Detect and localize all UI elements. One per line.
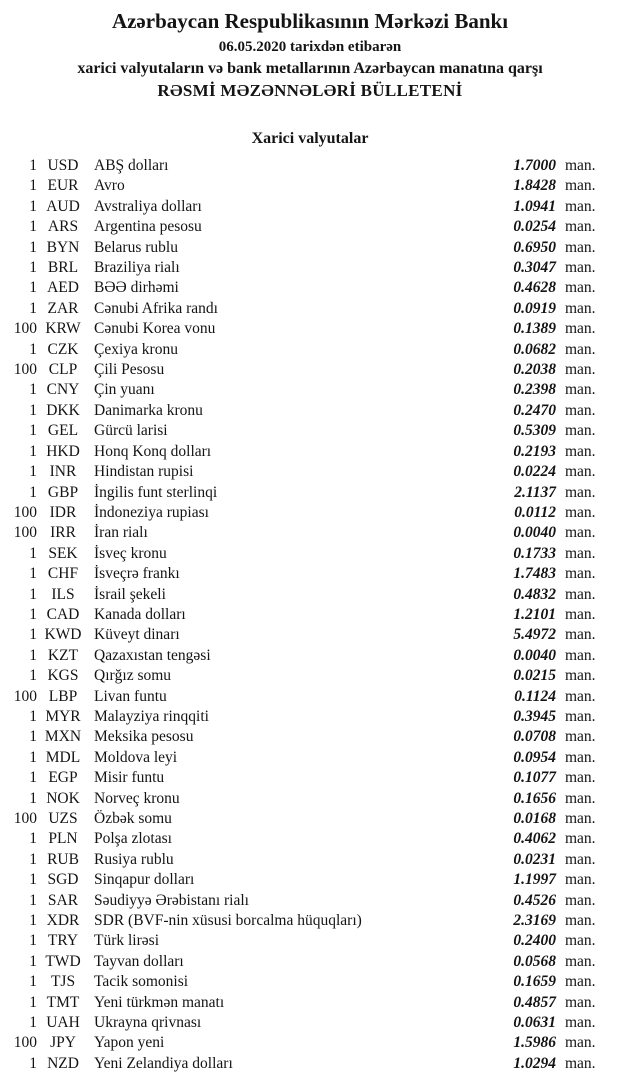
currency-unit-label: man.	[565, 238, 596, 256]
currency-code: RUB	[47, 850, 79, 868]
table-row	[0, 380, 602, 400]
currency-unit-label: man.	[565, 544, 596, 562]
currency-rate: 0.1733	[513, 544, 556, 562]
table-row	[0, 217, 602, 237]
currency-rate: 0.0708	[513, 728, 556, 746]
currency-code: EGP	[48, 769, 78, 787]
currency-code: SAR	[47, 891, 79, 909]
table-row	[0, 748, 602, 768]
currency-quantity: 1	[29, 279, 37, 297]
currency-quantity: 1	[29, 218, 37, 236]
currency-code: TRY	[47, 932, 79, 950]
currency-unit-label: man.	[565, 401, 596, 419]
currency-rate: 0.1656	[513, 789, 556, 807]
table-row	[0, 278, 602, 298]
currency-code: HKD	[46, 442, 80, 460]
currency-unit-label: man.	[565, 952, 596, 970]
currency-quantity: 1	[29, 952, 37, 970]
currency-name: Türk lirəsi	[94, 932, 159, 950]
currency-quantity: 1	[29, 748, 37, 766]
currency-code: SEK	[48, 544, 78, 562]
currency-quantity: 1	[29, 442, 37, 460]
currency-quantity: 1	[29, 830, 37, 848]
table-row	[0, 605, 602, 625]
currency-quantity: 1	[29, 299, 37, 317]
table-row	[0, 952, 602, 972]
currency-quantity: 100	[13, 810, 37, 827]
currency-rate: 0.0954	[513, 748, 556, 766]
currency-code: NZD	[47, 1054, 79, 1072]
currency-quantity: 1	[29, 973, 37, 991]
currency-unit-label: man.	[565, 993, 596, 1011]
currency-quantity: 100	[13, 320, 37, 338]
currency-name: İsveç kronu	[94, 544, 167, 562]
currency-code: NOK	[46, 789, 80, 807]
table-row	[0, 687, 602, 707]
currency-rate: 0.0631	[513, 1014, 556, 1032]
currency-name: İran rialı	[94, 524, 148, 542]
table-row	[0, 891, 602, 911]
currency-name: Çili Pesosu	[94, 361, 165, 379]
currency-unit-label: man.	[565, 1034, 596, 1052]
currency-name: Argentina pesosu	[94, 218, 202, 236]
currency-code: CZK	[47, 340, 79, 358]
currency-rate: 0.4857	[513, 993, 556, 1011]
currency-unit-label: man.	[565, 667, 596, 685]
currency-code: ARS	[47, 218, 79, 236]
currency-rate: 2.1137	[514, 483, 556, 501]
exchange-rates-table	[0, 156, 620, 1074]
currency-name: Cənubi Afrika randı	[94, 299, 218, 317]
currency-rate: 0.0919	[513, 299, 556, 317]
currency-quantity: 1	[29, 544, 37, 562]
currency-name: Küveyt dinarı	[94, 626, 180, 644]
currency-quantity: 1	[29, 912, 37, 930]
currency-name: Kanada dolları	[94, 605, 186, 623]
currency-code: MYR	[45, 707, 81, 725]
currency-code: ILS	[51, 585, 75, 603]
currency-quantity: 1	[29, 667, 37, 685]
table-row	[0, 421, 602, 441]
currency-code: DKK	[46, 401, 80, 419]
currency-unit-label: man.	[565, 789, 596, 807]
currency-code: USD	[47, 157, 79, 174]
table-row	[0, 523, 602, 543]
currency-name: Meksika pesosu	[94, 728, 194, 746]
currency-rate: 1.8428	[513, 177, 556, 195]
currency-code: IDR	[49, 503, 77, 521]
table-row	[0, 1054, 602, 1074]
currency-quantity: 1	[29, 1014, 37, 1032]
currency-rate: 0.0682	[513, 340, 556, 358]
currency-name: Səudiyyə Ərəbistanı rialı	[94, 891, 249, 909]
currency-rate: 0.1124	[514, 687, 556, 705]
currency-unit-label: man.	[565, 320, 596, 338]
currency-quantity: 1	[29, 1054, 37, 1072]
currency-code: CNY	[46, 381, 80, 399]
document-header	[0, 8, 620, 102]
currency-name: Çin yuanı	[94, 381, 155, 399]
currency-unit-label: man.	[565, 871, 596, 889]
currency-rate: 1.0294	[513, 1054, 556, 1072]
currency-name: Özbək somu	[94, 810, 172, 827]
currency-quantity: 1	[29, 157, 37, 174]
currency-rate: 0.4526	[513, 891, 556, 909]
currency-quantity: 1	[29, 401, 37, 419]
table-row	[0, 666, 602, 686]
currency-quantity: 1	[29, 850, 37, 868]
table-row	[0, 789, 602, 809]
table-row	[0, 442, 602, 462]
currency-code: EUR	[47, 177, 79, 195]
currency-code: CAD	[46, 605, 80, 623]
table-row	[0, 646, 602, 666]
currency-code: IRR	[50, 524, 76, 542]
currency-name: İngilis funt sterlinqi	[94, 483, 218, 501]
section-title-foreign-currencies: Xarici valyutalar	[251, 130, 369, 147]
currency-quantity: 1	[29, 728, 37, 746]
currency-rate: 0.0231	[513, 850, 556, 868]
currency-unit-label: man.	[565, 646, 596, 664]
table-row	[0, 585, 602, 605]
currency-name: Braziliya rialı	[94, 259, 180, 277]
table-row	[0, 299, 602, 319]
currency-quantity: 1	[29, 259, 37, 277]
currency-quantity: 100	[13, 1034, 37, 1052]
currency-unit-label: man.	[565, 707, 596, 725]
currency-name: Rusiya rublu	[94, 850, 174, 868]
table-row	[0, 238, 602, 258]
currency-code: AUD	[46, 197, 80, 215]
currency-rate: 0.0168	[513, 810, 556, 827]
currency-unit-label: man.	[565, 728, 596, 746]
table-row	[0, 176, 602, 196]
currency-quantity: 1	[29, 463, 37, 481]
currency-name: Yeni türkmən manatı	[94, 993, 225, 1011]
currency-rate: 0.2398	[513, 381, 556, 399]
currency-unit-label: man.	[565, 830, 596, 848]
currency-code: ZAR	[47, 299, 79, 317]
table-row	[0, 564, 602, 584]
currency-rate: 0.4062	[513, 830, 556, 848]
currency-unit-label: man.	[565, 157, 596, 174]
currency-code: MDL	[45, 748, 81, 766]
currency-code: BYN	[46, 238, 80, 256]
currency-name: Hindistan rupisi	[94, 463, 194, 481]
currency-unit-label: man.	[565, 932, 596, 950]
currency-name: İndoneziya rupiası	[94, 503, 209, 521]
currency-code: BRL	[47, 259, 79, 277]
currency-code: GBP	[47, 483, 79, 501]
currency-code: CLP	[48, 361, 78, 379]
currency-rate: 0.2038	[513, 361, 556, 379]
currency-rate: 0.4628	[513, 279, 556, 297]
currency-name: Çexiya kronu	[94, 340, 178, 358]
currency-name: Yeni Zelandiya dolları	[94, 1054, 233, 1072]
currency-name: Livan funtu	[94, 687, 167, 705]
currency-rate: 0.0568	[513, 952, 556, 970]
currency-name: İsrail şekeli	[94, 585, 166, 603]
currency-unit-label: man.	[565, 810, 596, 827]
currency-name: Sinqapur dolları	[94, 871, 195, 889]
currency-unit-label: man.	[565, 503, 596, 521]
table-row	[0, 809, 602, 829]
currency-quantity: 1	[29, 197, 37, 215]
table-row	[0, 197, 602, 217]
currency-name: Norveç kronu	[94, 789, 180, 807]
table-row	[0, 401, 602, 421]
currency-rate: 0.5309	[513, 422, 556, 440]
currency-name: BƏƏ dirhəmi	[94, 279, 179, 297]
currency-rate: 0.0112	[514, 503, 556, 521]
currency-rate: 0.0254	[513, 218, 556, 236]
currency-name: ABŞ dolları	[94, 157, 169, 174]
currency-code: UZS	[48, 810, 78, 827]
currency-code: SGD	[47, 871, 79, 889]
currency-quantity: 1	[29, 789, 37, 807]
currency-code: CHF	[47, 565, 79, 583]
currency-name: Tacik somonisi	[94, 973, 189, 991]
currency-rate: 5.4972	[513, 626, 556, 644]
currency-quantity: 1	[29, 932, 37, 950]
currency-code: LBP	[48, 687, 78, 705]
currency-quantity: 1	[29, 871, 37, 889]
table-row	[0, 258, 602, 278]
currency-quantity: 100	[13, 503, 37, 521]
table-row	[0, 727, 602, 747]
currency-unit-label: man.	[565, 565, 596, 583]
currency-quantity: 1	[29, 340, 37, 358]
bank-title: Azərbaycan Respublikasının Mərkəzi Bankı	[111, 9, 509, 33]
currency-code: TWD	[45, 952, 81, 970]
currency-quantity: 1	[29, 565, 37, 583]
currency-quantity: 1	[29, 381, 37, 399]
bulletin-subtitle: xarici valyutaların və bank metallarının Azərbaycan manatına qarşı	[77, 60, 543, 77]
currency-unit-label: man.	[565, 605, 596, 623]
currency-name: Malayziya rinqqiti	[94, 707, 209, 725]
currency-unit-label: man.	[565, 483, 596, 501]
currency-quantity: 100	[13, 687, 37, 705]
currency-rate: 1.5986	[513, 1034, 556, 1052]
currency-name: Qazaxıstan tengəsi	[94, 646, 211, 664]
currency-name: Qırğız somu	[94, 667, 172, 685]
table-row	[0, 972, 602, 992]
currency-rate: 0.3047	[513, 259, 556, 277]
currency-rate: 0.0224	[513, 463, 556, 481]
currency-quantity: 1	[29, 891, 37, 909]
currency-rate: 0.1077	[513, 769, 556, 787]
currency-name: Avstraliya dolları	[94, 197, 202, 215]
currency-quantity: 1	[29, 238, 37, 256]
currency-name: Honq Konq dolları	[94, 442, 212, 460]
currency-unit-label: man.	[565, 381, 596, 399]
currency-name: Avro	[94, 177, 125, 195]
currency-rate: 1.1997	[513, 871, 556, 889]
bulletin-title: RƏSMİ MƏZƏNNƏLƏRİ BÜLLETENİ	[157, 81, 463, 100]
currency-quantity: 1	[29, 626, 37, 644]
currency-unit-label: man.	[565, 197, 596, 215]
currency-unit-label: man.	[565, 769, 596, 787]
table-row	[0, 931, 602, 951]
currency-rate: 1.7483	[513, 565, 556, 583]
table-row	[0, 360, 602, 380]
currency-unit-label: man.	[565, 299, 596, 317]
currency-rate: 0.0040	[513, 646, 556, 664]
currency-unit-label: man.	[565, 1014, 596, 1032]
currency-name: Belarus rublu	[94, 238, 178, 256]
table-row	[0, 340, 602, 360]
currency-unit-label: man.	[565, 973, 596, 991]
currency-unit-label: man.	[565, 687, 596, 705]
currency-rate: 1.2101	[513, 605, 556, 623]
table-row	[0, 1033, 602, 1053]
currency-unit-label: man.	[565, 218, 596, 236]
currency-quantity: 1	[29, 769, 37, 787]
currency-rate: 0.0215	[513, 667, 556, 685]
table-row	[0, 544, 602, 564]
table-row	[0, 625, 602, 645]
currency-code: PLN	[48, 830, 78, 848]
currency-rate: 0.0040	[513, 524, 556, 542]
currency-unit-label: man.	[565, 524, 596, 542]
currency-rate: 0.2193	[513, 442, 556, 460]
table-row	[0, 156, 602, 176]
currency-unit-label: man.	[565, 912, 596, 930]
currency-unit-label: man.	[565, 748, 596, 766]
currency-quantity: 1	[29, 605, 37, 623]
currency-unit-label: man.	[565, 340, 596, 358]
currency-code: KZT	[47, 646, 79, 664]
currency-code: KGS	[47, 667, 79, 685]
currency-name: Moldova leyi	[94, 748, 178, 766]
currency-name: Polşa zlotası	[94, 830, 172, 848]
currency-unit-label: man.	[565, 850, 596, 868]
currency-quantity: 1	[29, 993, 37, 1011]
currency-quantity: 100	[13, 361, 37, 379]
effective-date-line: 06.05.2020 tarixdən etibarən	[218, 39, 402, 55]
table-row	[0, 707, 602, 727]
table-row	[0, 462, 602, 482]
currency-quantity: 100	[13, 524, 37, 542]
table-row	[0, 483, 602, 503]
table-row	[0, 768, 602, 788]
currency-code: INR	[49, 463, 77, 481]
currency-rate: 2.3169	[513, 912, 556, 930]
table-row	[0, 870, 602, 890]
currency-unit-label: man.	[565, 422, 596, 440]
currency-rate: 0.2400	[513, 932, 556, 950]
currency-rate: 0.4832	[513, 585, 556, 603]
currency-name: SDR (BVF-nin xüsusi borcalma hüquqları)	[94, 912, 362, 930]
currency-unit-label: man.	[565, 259, 596, 277]
currency-unit-label: man.	[565, 177, 596, 195]
currency-code: GEL	[47, 422, 79, 440]
currency-name: Misir funtu	[94, 769, 165, 787]
currency-unit-label: man.	[565, 1054, 596, 1072]
table-row	[0, 993, 602, 1013]
currency-code: MXN	[44, 728, 82, 746]
currency-name: Ukrayna qrivnası	[94, 1014, 202, 1032]
currency-rate: 0.3945	[513, 707, 556, 725]
table-row	[0, 1013, 602, 1033]
currency-quantity: 1	[29, 483, 37, 501]
currency-quantity: 1	[29, 585, 37, 603]
currency-code: JPY	[50, 1034, 76, 1052]
currency-rate: 0.1389	[513, 320, 556, 338]
currency-code: KWD	[44, 626, 82, 644]
currency-rate: 0.2470	[513, 401, 556, 419]
currency-rate: 1.0941	[513, 197, 556, 215]
currency-code: AED	[47, 279, 79, 297]
currency-rate: 1.7000	[513, 157, 556, 174]
currency-name: Gürcü larisi	[94, 422, 168, 440]
currency-code: XDR	[46, 912, 80, 930]
table-row	[0, 319, 602, 339]
currency-name: Cənubi Korea vonu	[94, 320, 216, 338]
currency-unit-label: man.	[565, 442, 596, 460]
currency-code: KRW	[45, 320, 81, 338]
currency-code: UAH	[46, 1014, 80, 1032]
currency-name: Tayvan dolları	[94, 952, 184, 970]
currency-unit-label: man.	[565, 585, 596, 603]
currency-unit-label: man.	[565, 279, 596, 297]
currency-unit-label: man.	[565, 626, 596, 644]
currency-unit-label: man.	[565, 463, 596, 481]
currency-name: Danimarka kronu	[94, 401, 203, 419]
table-row	[0, 503, 602, 523]
currency-unit-label: man.	[565, 361, 596, 379]
currency-quantity: 1	[29, 646, 37, 664]
currency-rate: 0.1659	[513, 973, 556, 991]
currency-name: Yapon yeni	[94, 1034, 165, 1052]
currency-name: İsveçrə frankı	[94, 565, 180, 583]
currency-quantity: 1	[29, 707, 37, 725]
currency-code: TMT	[46, 993, 80, 1011]
table-row	[0, 911, 602, 931]
currency-rate: 0.6950	[513, 238, 556, 256]
currency-unit-label: man.	[565, 891, 596, 909]
currency-quantity: 1	[29, 422, 37, 440]
table-row	[0, 850, 602, 870]
currency-quantity: 1	[29, 177, 37, 195]
table-row	[0, 829, 602, 849]
currency-code: TJS	[50, 973, 76, 991]
